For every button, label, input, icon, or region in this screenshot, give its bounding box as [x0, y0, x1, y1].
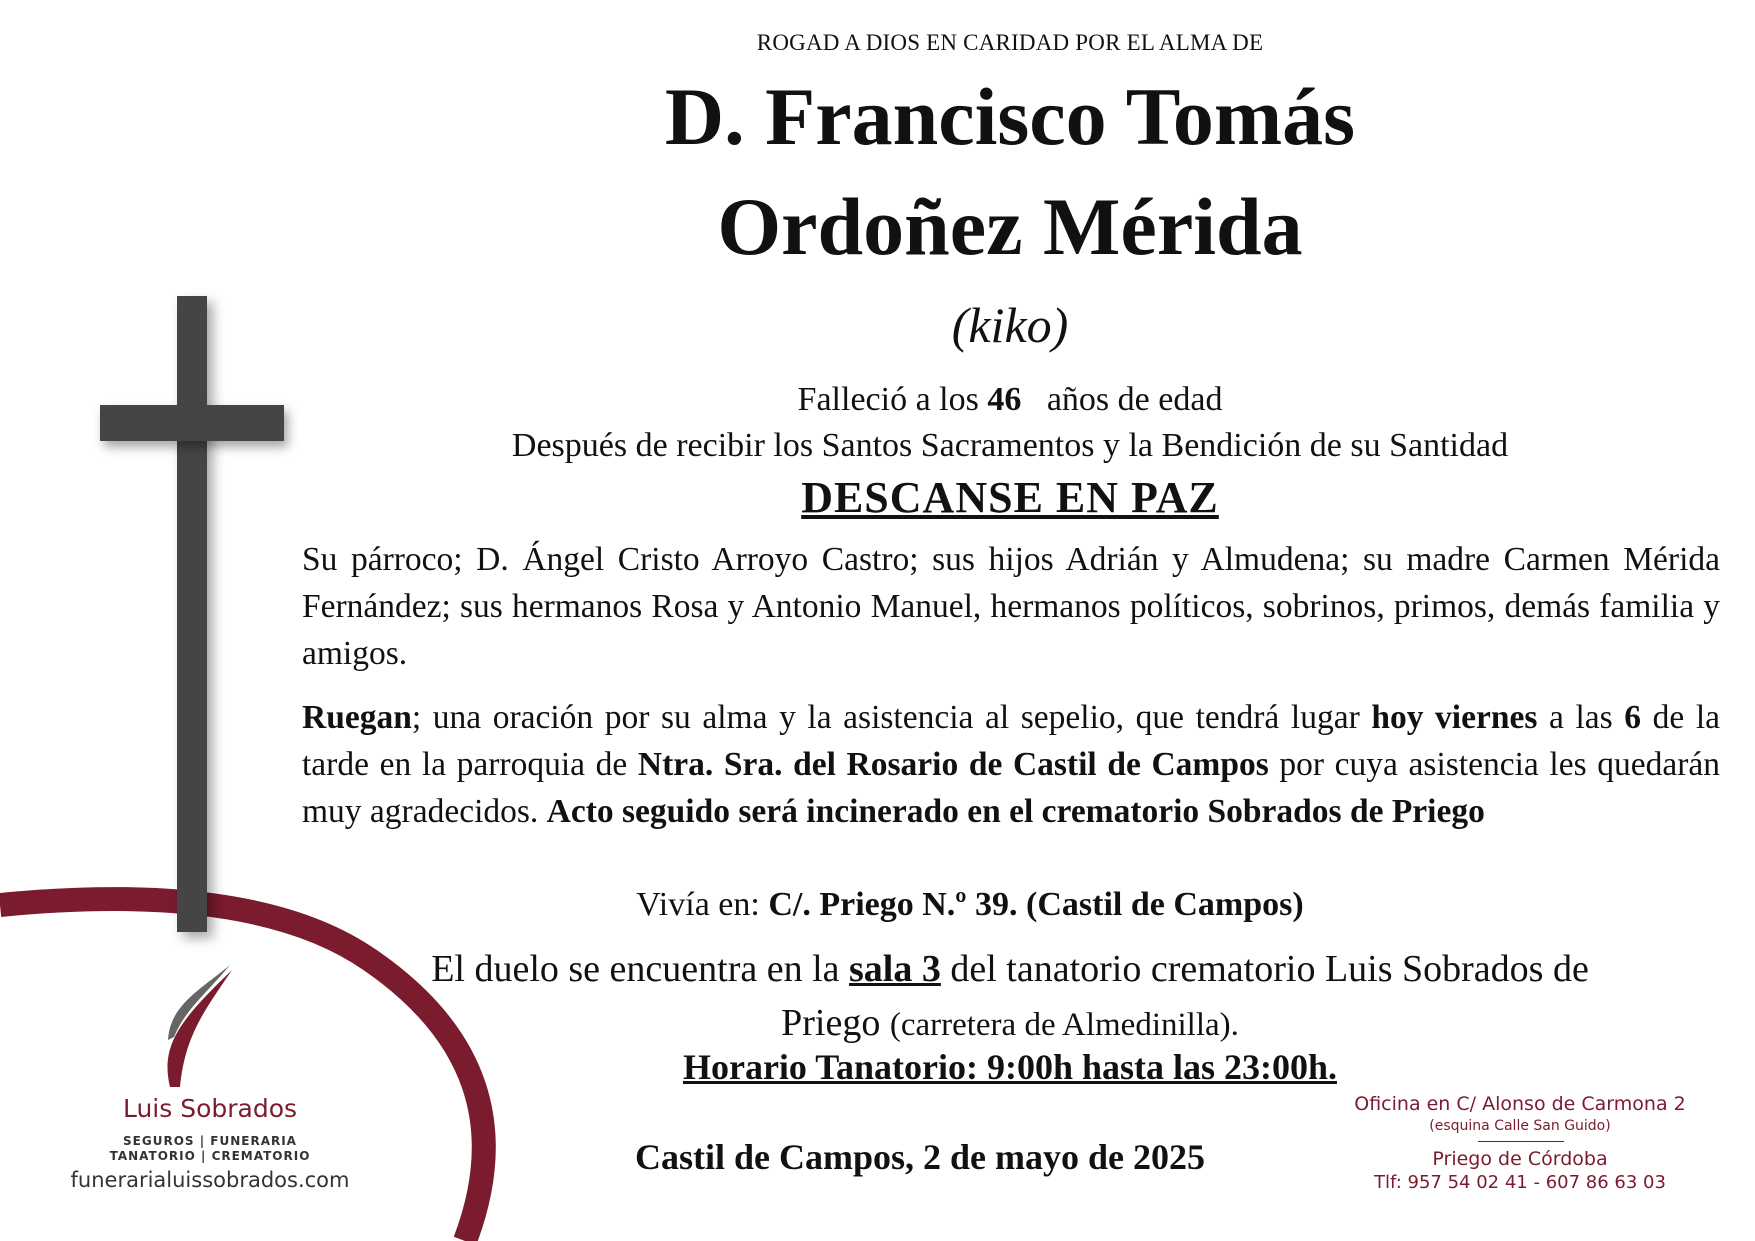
logo-tagline: [30, 1134, 390, 1164]
ceremony-paragraph: [302, 694, 1720, 835]
office-corner: (esquina Calle San Guido): [1429, 1118, 1611, 1134]
office-address: Oficina en C/ Alonso de Carmona 2: [1354, 1093, 1686, 1115]
deceased-name-line2: Ordoñez Mérida: [717, 181, 1303, 272]
address-line: [420, 886, 1520, 924]
wake-text2: del tanatorio crematorio Luis Sobrados de Priego: [781, 948, 1589, 1044]
deceased-name-line1: D. Francisco Tomás: [664, 71, 1356, 162]
logo-tagline1: SEGUROS | FUNERARIA: [123, 1134, 297, 1148]
ceremony-day: hoy viernes: [1371, 699, 1538, 736]
rest-in-peace-heading: DESCANSE EN PAZ: [801, 473, 1219, 522]
ceremony-text1: ; una oración por su alma y la asistencia al sepelio, que tendrá lugar: [411, 699, 1372, 736]
ceremony-hour: 6: [1624, 699, 1642, 736]
office-city: Priego de Córdoba: [1432, 1148, 1608, 1170]
age-prefix: Falleció a los: [797, 381, 979, 418]
ceremony-cremation: Acto seguido será incinerado en el crematorio Sobrados de Priego: [546, 793, 1485, 830]
logo-name: Luis Sobrados: [122, 1094, 298, 1123]
age-suffix: años de edad: [1046, 381, 1223, 418]
age-value: 46: [987, 381, 1022, 418]
ruegan-word: Ruegan: [302, 699, 412, 736]
ceremony-text2: a las: [1537, 699, 1625, 736]
date-line: Castil de Campos, 2 de mayo de 2025: [634, 1137, 1205, 1177]
address-value: C/. Priego N.º 39. (Castil de Campos): [768, 886, 1304, 923]
sacraments-line: Después de recibir los Santos Sacramentos y la Bendición de su Santidad: [511, 427, 1509, 464]
wake-hours: Horario Tanatorio: 9:00h hasta las 23:00h.: [682, 1047, 1338, 1087]
family-paragraph: Su párroco; D. Ángel Cristo Arroyo Castro; sus hijos Adrián y Almudena; su madre Carmen Mérida Fernández; sus hermanos Rosa y Antonio Manuel, hermanos políticos, sobrinos, primos, demás familia y amigos.: [302, 541, 1720, 672]
flame-swoosh-logo-icon: [160, 965, 240, 1090]
wake-text3: (carretera de Almedinilla).: [889, 1007, 1239, 1043]
wake-room: sala 3: [849, 948, 941, 990]
ceremony-text3: de la tarde en la parroquia de: [302, 699, 1720, 783]
address-label: Vivía en:: [636, 886, 769, 923]
ceremony-church: Ntra. Sra. del Rosario de Castil de Campos: [637, 746, 1269, 783]
logo-tagline2: TANATORIO | CREMATORIO: [109, 1149, 311, 1163]
office-divider: [1478, 1141, 1564, 1142]
intro-text: ROGAD A DIOS EN CARIDAD POR EL ALMA DE: [756, 30, 1264, 55]
logo-website: funerarialuissobrados.com: [70, 1168, 350, 1192]
ceremony-text4: por cuya asistencia les quedarán muy agradecidos.: [302, 746, 1720, 830]
age-line: [420, 380, 1600, 421]
wake-text1: El duelo se encuentra en la: [431, 948, 850, 990]
wake-info: [420, 942, 1600, 1052]
deceased-nickname: (kiko): [951, 297, 1069, 353]
office-phones: Tlf: 957 54 02 41 - 607 86 63 03: [1374, 1172, 1666, 1193]
